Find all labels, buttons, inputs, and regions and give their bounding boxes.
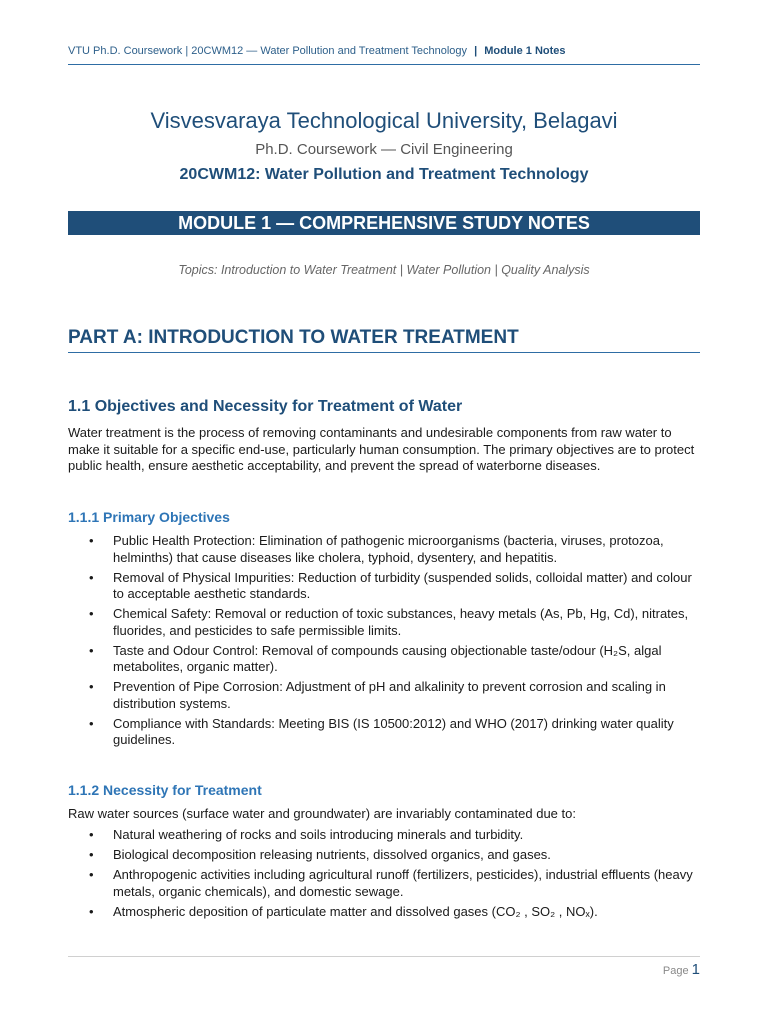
list-item [68, 570, 700, 603]
section-1-1-2-intro: Raw water sources (surface water and groundwater) are invariably contaminated due to: [68, 806, 576, 821]
header-module-label: Module 1 Notes [484, 45, 566, 57]
list-item [68, 827, 700, 844]
footer-rule [68, 956, 700, 957]
list-item [68, 533, 700, 566]
header-course-line: VTU Ph.D. Coursework | 20CWM12 — Water Pollution and Treatment Technology [68, 45, 468, 57]
section-1-1-2-heading: 1.1.2 Necessity for Treatment [68, 782, 262, 798]
list-item [68, 643, 700, 676]
list-item-text: Removal of Physical Impurities: Reduction of turbidity (suspended solids, colloidal matter) and colour to acceptable aesthetic standards. [113, 569, 692, 601]
necessity-list [68, 827, 700, 924]
header-rule [68, 64, 700, 65]
list-item-text: Chemical Safety: Removal or reduction of toxic substances, heavy metals (As, Pb, Hg, Cd), nitrates, fluorides, and pesticides to safe permissible limits. [113, 606, 689, 638]
list-item [68, 606, 700, 639]
running-header [68, 45, 700, 57]
topics-line: Topics: Introduction to Water Treatment | Water Pollution | Quality Analysis [178, 263, 590, 277]
title-block [68, 106, 700, 186]
list-item-text: Natural weathering of rocks and soils introducing minerals and turbidity. [113, 827, 524, 842]
header-separator: | [474, 45, 478, 57]
university-title: Visvesvaraya Technological University, Belagavi [150, 108, 618, 133]
section-1-1-heading: 1.1 Objectives and Necessity for Treatment of Water [68, 398, 463, 415]
program-subtitle: Ph.D. Coursework — Civil Engineering [255, 141, 513, 158]
list-item [68, 679, 700, 712]
list-item-text: Public Health Protection: Elimination of pathogenic microorganisms (bacteria, viruses, protozoa, helminths) that cause diseases like cholera, typhoid, dysentery, and hepatitis. [113, 533, 664, 565]
list-item-text: Anthropogenic activities including agricultural runoff (fertilizers, pesticides), industrial effluents (heavy metals, organic chemicals), and domestic sewage. [113, 867, 693, 899]
list-item-text: Prevention of Pipe Corrosion: Adjustment of pH and alkalinity to prevent corrosion and scaling in distribution systems. [113, 679, 666, 711]
page-label: Page [662, 965, 689, 977]
bullet-icon: • [89, 827, 94, 842]
list-item [68, 867, 700, 900]
list-item [68, 847, 700, 864]
list-item-text: Atmospheric deposition of particulate matter and dissolved gases (CO₂ , SO₂ , NOₓ). [113, 903, 598, 919]
section-1-1-intro: Water treatment is the process of removing contaminants and undesirable components from raw water to make it suitable for a specific end-use, particularly human consumption. The primary objectives are to protect public health, ensure aesthetic acceptability, and prevent the spread of waterborne diseases. [68, 425, 695, 473]
section-1-1-1-heading: 1.1.1 Primary Objectives [68, 509, 230, 525]
list-item-text: Biological decomposition releasing nutrients, dissolved organics, and gases. [113, 847, 551, 862]
bullet-icon: • [89, 533, 94, 548]
list-item [68, 904, 700, 921]
bullet-icon: • [89, 867, 94, 882]
primary-objectives-list [68, 533, 700, 752]
bullet-icon: • [89, 606, 94, 621]
bullet-icon: • [89, 679, 94, 694]
course-title: 20CWM12: Water Pollution and Treatment Technology [179, 166, 589, 183]
module-banner: MODULE 1 — COMPREHENSIVE STUDY NOTES [68, 211, 700, 235]
list-item-text: Taste and Odour Control: Removal of compounds causing objectionable taste/odour (H₂S, algal metabolites, organic matter). [113, 642, 662, 674]
bullet-icon: • [89, 569, 94, 585]
bullet-icon: • [89, 847, 94, 862]
list-item [68, 716, 700, 749]
bullet-icon: • [89, 715, 94, 731]
bullet-icon: • [89, 642, 94, 658]
part-a-heading: PART A: INTRODUCTION TO WATER TREATMENT [68, 326, 700, 353]
list-item-text: Compliance with Standards: Meeting BIS (IS 10500:2012) and WHO (2017) drinking water quality guidelines. [113, 715, 674, 747]
bullet-icon: • [89, 903, 94, 919]
page-number-value: 1 [691, 961, 700, 978]
page-number [663, 961, 700, 978]
